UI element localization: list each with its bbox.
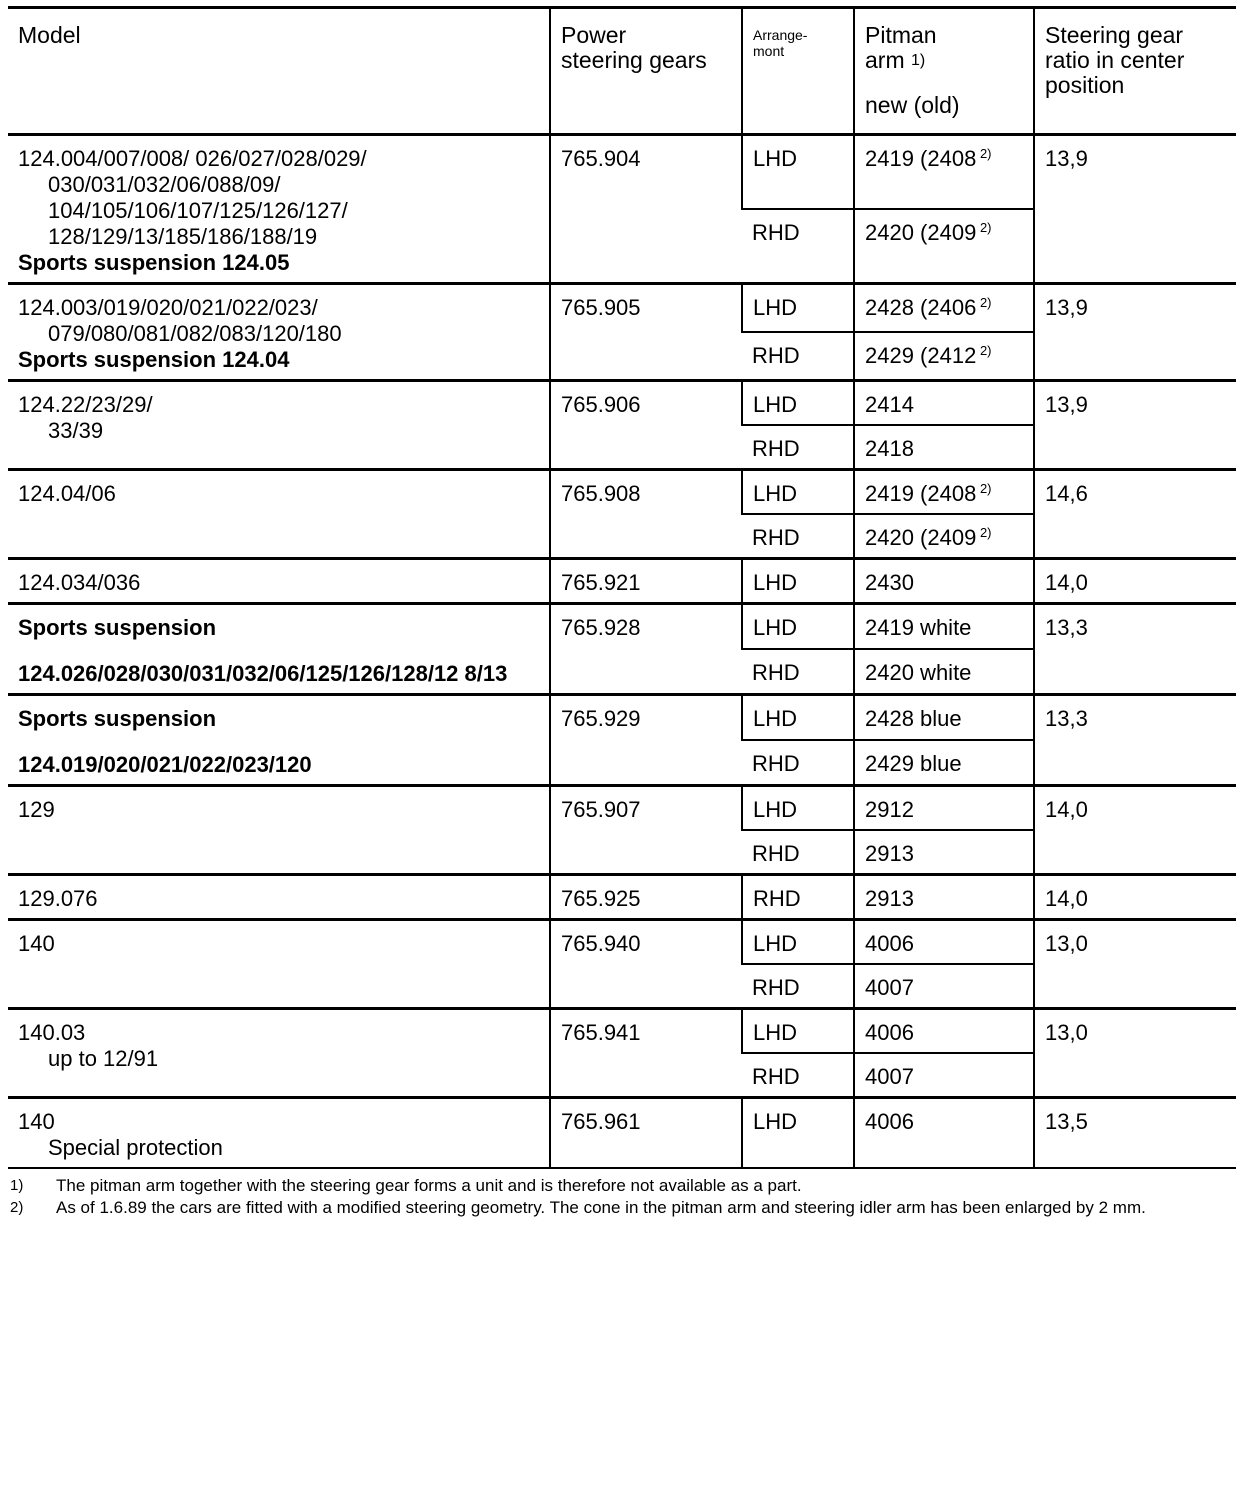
cell-steering-ratio: 13,9 (1034, 381, 1236, 470)
cell-model (8, 604, 550, 695)
cell-steering-ratio: 14,0 (1034, 875, 1236, 920)
cell-model (8, 786, 550, 875)
pitman-value: 2420 (2409 (865, 220, 977, 245)
cell-power-steering-gear: 765.907 (550, 786, 742, 875)
cell-arrangement: RHD (742, 830, 854, 875)
table-row (8, 470, 1236, 515)
cell-pitman-arm (854, 470, 1034, 515)
model-line: 140 (18, 1109, 55, 1134)
cell-model (8, 695, 550, 786)
table-row-group (8, 135, 1236, 284)
model-line: 124.22/23/29/ (18, 392, 153, 417)
cell-pitman-arm (854, 1098, 1034, 1169)
table-row-group (8, 695, 1236, 786)
footnote-mark: 1) (10, 1177, 24, 1194)
cell-steering-ratio: 13,9 (1034, 284, 1236, 381)
cell-pitman-arm (854, 1053, 1034, 1098)
cell-power-steering-gear: 765.940 (550, 920, 742, 1009)
cell-steering-ratio: 13,9 (1034, 135, 1236, 284)
model-line: 124.004/007/008/ 026/027/028/029/ (18, 146, 367, 171)
cell-model (8, 381, 550, 470)
cell-model (8, 920, 550, 1009)
cell-pitman-arm (854, 135, 1034, 210)
cell-arrangement: LHD (742, 786, 854, 831)
model-line: 124.034/036 (18, 570, 141, 595)
cell-arrangement: LHD (742, 470, 854, 515)
model-line: 030/031/032/06/088/09/ (48, 172, 281, 197)
pitman-value: 2428 blue (865, 706, 962, 731)
table-row (8, 604, 1236, 650)
table-row-group (8, 559, 1236, 604)
pitman-value: 2428 (2406 (865, 295, 977, 320)
cell-pitman-arm (854, 1009, 1034, 1054)
cell-arrangement: RHD (742, 425, 854, 470)
cell-pitman-arm (854, 875, 1034, 920)
table-row-group (8, 470, 1236, 559)
cell-arrangement: LHD (742, 284, 854, 333)
cell-arrangement: RHD (742, 649, 854, 695)
pitman-value: 4006 (865, 931, 914, 956)
cell-steering-ratio: 14,0 (1034, 559, 1236, 604)
cell-arrangement: RHD (742, 332, 854, 381)
pitman-value: 2429 (2412 (865, 343, 977, 368)
footnote-ref: 2) (976, 295, 992, 310)
model-line: 140.03 (18, 1020, 86, 1045)
cell-steering-ratio: 14,0 (1034, 786, 1236, 875)
model-line: 124.019/020/021/022/023/120 (18, 752, 312, 777)
cell-model (8, 470, 550, 559)
model-line: 104/105/106/107/125/126/127/ (48, 198, 348, 223)
cell-pitman-arm (854, 209, 1034, 284)
table-row (8, 695, 1236, 741)
steering-gear-table (8, 6, 1236, 1169)
model-line: 129 (18, 797, 55, 822)
table-row (8, 135, 1236, 210)
table-row-group (8, 920, 1236, 1009)
cell-arrangement: RHD (742, 875, 854, 920)
pitman-value: 2430 (865, 570, 914, 595)
table-row-group (8, 875, 1236, 920)
model-line: 128/129/13/185/186/188/19 (48, 224, 318, 249)
cell-model (8, 559, 550, 604)
table-row (8, 786, 1236, 831)
cell-pitman-arm (854, 649, 1034, 695)
pitman-value: 2420 white (865, 660, 972, 685)
cell-arrangement: LHD (742, 1009, 854, 1054)
cell-power-steering-gear: 765.941 (550, 1009, 742, 1098)
cell-power-steering-gear: 765.928 (550, 604, 742, 695)
cell-arrangement: LHD (742, 1098, 854, 1169)
table-row-group (8, 1098, 1236, 1169)
cell-power-steering-gear: 765.925 (550, 875, 742, 920)
cell-pitman-arm (854, 284, 1034, 333)
header-power-steering-gears: Power steering gears (550, 8, 742, 135)
cell-pitman-arm (854, 425, 1034, 470)
cell-steering-ratio: 14,6 (1034, 470, 1236, 559)
model-line: 33/39 (48, 418, 104, 443)
cell-arrangement: LHD (742, 695, 854, 741)
pitman-value: 4007 (865, 975, 914, 1000)
footnote-mark: 2) (10, 1199, 24, 1216)
table-row-group (8, 284, 1236, 381)
model-line: Special protection (48, 1135, 223, 1160)
footnote-ref: 2) (976, 481, 992, 496)
model-variant: Sports suspension 124.05 (18, 250, 290, 275)
table-row (8, 920, 1236, 965)
pitman-value: 2419 (2408 (865, 481, 977, 506)
cell-model (8, 135, 550, 284)
table-row (8, 1098, 1236, 1169)
cell-arrangement: LHD (742, 135, 854, 210)
cell-steering-ratio: 13,3 (1034, 604, 1236, 695)
table-row (8, 875, 1236, 920)
pitman-value: 4007 (865, 1064, 914, 1089)
cell-pitman-arm (854, 920, 1034, 965)
cell-pitman-arm (854, 514, 1034, 559)
header-steering-gear-ratio: Steering gear ratio in center position (1034, 8, 1236, 135)
cell-pitman-arm (854, 830, 1034, 875)
pitman-value: 2913 (865, 841, 914, 866)
cell-arrangement: LHD (742, 920, 854, 965)
pitman-value: 2429 blue (865, 751, 962, 776)
cell-power-steering-gear: 765.906 (550, 381, 742, 470)
pitman-value: 4006 (865, 1020, 914, 1045)
pitman-value: 2414 (865, 392, 914, 417)
header-arrangement: Arrange- mont (742, 8, 854, 135)
cell-model (8, 284, 550, 381)
footnote-text: As of 1.6.89 the cars are fitted with a modified steering geometry. The cone in the pitman arm and steering idler arm has been enlarged by 2 mm. (56, 1198, 1146, 1217)
cell-arrangement: LHD (742, 559, 854, 604)
footnote-ref: 2) (976, 146, 992, 161)
table-row (8, 559, 1236, 604)
cell-steering-ratio: 13,0 (1034, 1009, 1236, 1098)
cell-arrangement: RHD (742, 209, 854, 284)
cell-power-steering-gear: 765.904 (550, 135, 742, 284)
cell-power-steering-gear: 765.961 (550, 1098, 742, 1169)
cell-arrangement: RHD (742, 514, 854, 559)
table-row (8, 1009, 1236, 1054)
cell-arrangement: RHD (742, 1053, 854, 1098)
model-line: 079/080/081/082/083/120/180 (48, 321, 342, 346)
table-row (8, 284, 1236, 333)
footnote (8, 1197, 1236, 1219)
cell-pitman-arm (854, 964, 1034, 1009)
footnote-ref: 2) (976, 525, 992, 540)
cell-arrangement: LHD (742, 381, 854, 426)
pitman-value: 4006 (865, 1109, 914, 1134)
model-line: 124.04/06 (18, 481, 116, 506)
model-variant: Sports suspension (18, 706, 217, 731)
steering-spec-sheet (8, 6, 1236, 1219)
cell-model (8, 1098, 550, 1169)
cell-steering-ratio: 13,0 (1034, 920, 1236, 1009)
model-line: 140 (18, 931, 55, 956)
model-line: 124.003/019/020/021/022/023/ (18, 295, 318, 320)
footnote-text: The pitman arm together with the steering gear forms a unit and is therefore not available as a part. (56, 1176, 802, 1195)
model-variant: Sports suspension (18, 615, 217, 640)
pitman-value: 2418 (865, 436, 914, 461)
cell-pitman-arm (854, 604, 1034, 650)
table-row-group (8, 786, 1236, 875)
cell-pitman-arm (854, 786, 1034, 831)
cell-pitman-arm (854, 695, 1034, 741)
cell-power-steering-gear: 765.905 (550, 284, 742, 381)
cell-power-steering-gear: 765.921 (550, 559, 742, 604)
header-model: Model (8, 8, 550, 135)
table-header (8, 8, 1236, 135)
cell-arrangement: LHD (742, 604, 854, 650)
model-line: 129.076 (18, 886, 98, 911)
cell-pitman-arm (854, 740, 1034, 786)
cell-pitman-arm (854, 381, 1034, 426)
cell-power-steering-gear: 765.908 (550, 470, 742, 559)
model-line: up to 12/91 (48, 1046, 159, 1071)
cell-power-steering-gear: 765.929 (550, 695, 742, 786)
pitman-value: 2419 white (865, 615, 972, 640)
table-row (8, 381, 1236, 426)
table-row-group (8, 1009, 1236, 1098)
footnotes (8, 1175, 1236, 1219)
table-row-group (8, 604, 1236, 695)
footnote-ref: 1) (911, 52, 926, 69)
pitman-value: 2419 (2408 (865, 146, 977, 171)
pitman-value: 2912 (865, 797, 914, 822)
footnote (8, 1175, 1236, 1197)
footnote-ref: 2) (976, 343, 992, 358)
pitman-value: 2913 (865, 886, 914, 911)
cell-pitman-arm (854, 559, 1034, 604)
cell-model (8, 875, 550, 920)
model-line: 124.026/028/030/031/032/06/125/126/128/12 8/13 (18, 661, 508, 686)
footnote-ref: 2) (976, 220, 992, 235)
cell-model (8, 1009, 550, 1098)
cell-arrangement: RHD (742, 964, 854, 1009)
pitman-value: 2420 (2409 (865, 525, 977, 550)
cell-steering-ratio: 13,3 (1034, 695, 1236, 786)
model-variant: Sports suspension 124.04 (18, 347, 290, 372)
cell-steering-ratio: 13,5 (1034, 1098, 1236, 1169)
table-row-group (8, 381, 1236, 470)
cell-arrangement: RHD (742, 740, 854, 786)
cell-pitman-arm (854, 332, 1034, 381)
header-pitman-arm: Pitman arm $^{1)}$ new (old) (854, 8, 1034, 135)
